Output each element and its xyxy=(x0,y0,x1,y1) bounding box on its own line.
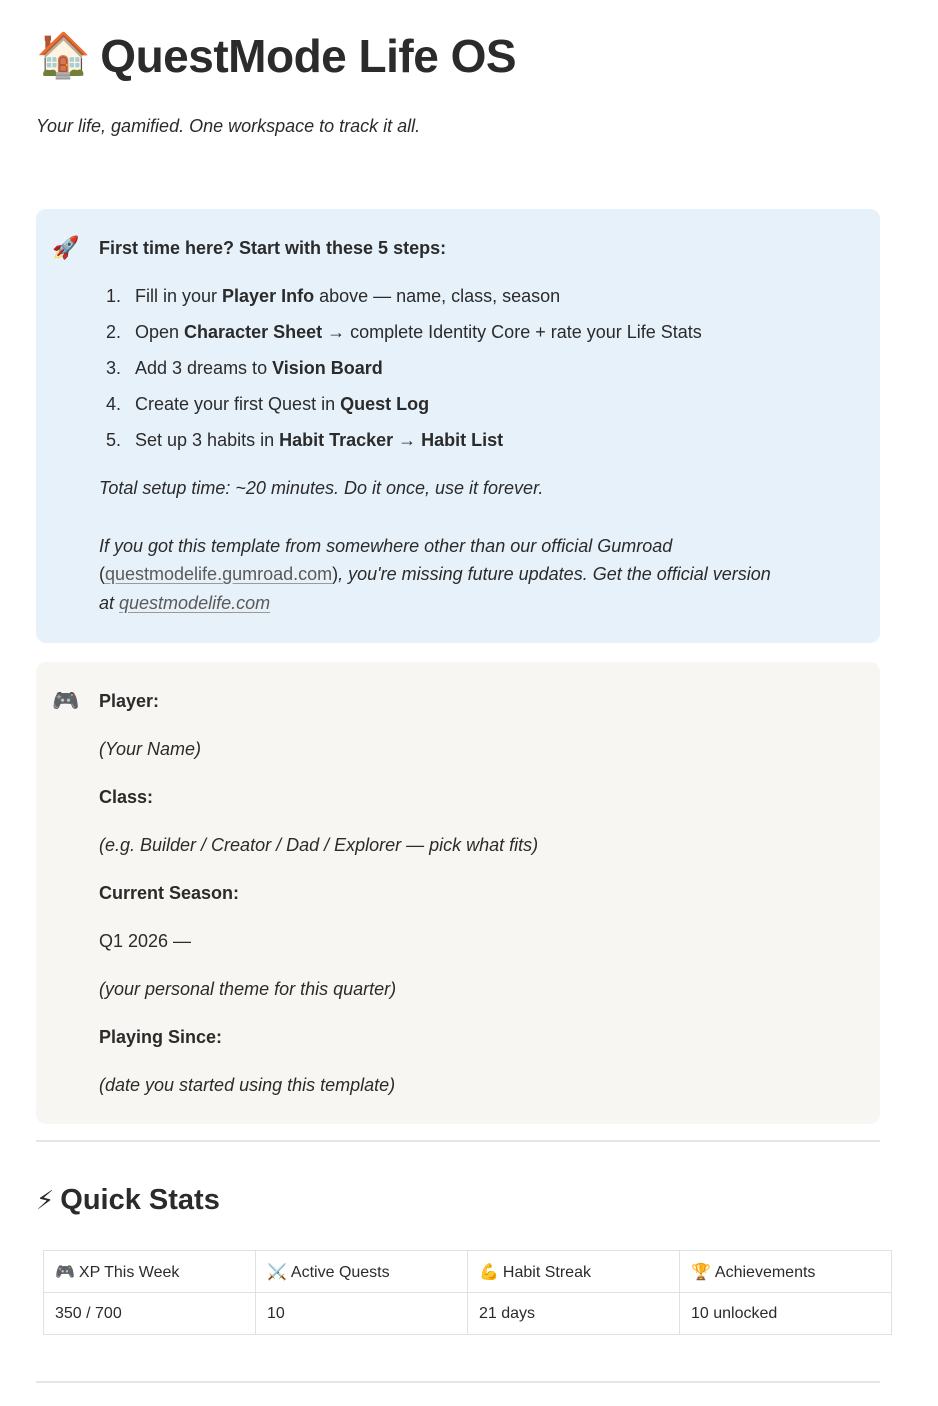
quick-stats-heading xyxy=(36,1184,220,1217)
onboarding-heading: First time here? Start with these 5 steps: xyxy=(99,238,447,258)
rocket-icon[interactable]: 🚀 xyxy=(52,235,80,260)
step-number: 2. xyxy=(106,322,122,342)
step-text: Open xyxy=(135,322,185,342)
step-link-quest-log: Quest Log xyxy=(340,394,430,414)
player-label: Player: xyxy=(99,691,160,711)
house-icon[interactable]: 🏠 xyxy=(36,31,91,80)
step-text: Create your first Quest in xyxy=(135,394,341,414)
player-info-callout xyxy=(36,662,880,1124)
step-number: 4. xyxy=(106,394,122,414)
notice-text: , you're missing future updates. Get the official version xyxy=(338,564,771,584)
header-label: XP This Week xyxy=(78,1263,180,1281)
trophy-icon: 🏆 xyxy=(691,1263,711,1281)
step-number: 5. xyxy=(106,430,122,450)
quick-stats-table xyxy=(43,1250,892,1335)
lightning-icon: ⚡ xyxy=(36,1185,55,1215)
notice-text: at xyxy=(99,593,120,613)
onboarding-callout xyxy=(36,209,880,643)
onboarding-step xyxy=(99,428,503,452)
habit-streak-value-cell[interactable]: 21 days xyxy=(468,1293,680,1335)
game-controller-icon[interactable]: 🎮 xyxy=(52,688,80,713)
game-controller-icon: 🎮 xyxy=(55,1263,75,1281)
page-subtitle: Your life, gamified. One workspace to track it all. xyxy=(36,116,421,136)
step-link-character-sheet: Character Sheet xyxy=(184,322,323,342)
table-row xyxy=(44,1293,892,1335)
onboarding-step xyxy=(99,356,383,380)
official-notice-line2 xyxy=(99,562,771,586)
quick-stats-heading-text: Quick Stats xyxy=(60,1184,220,1216)
page-title xyxy=(36,26,516,86)
class-label: Class: xyxy=(99,787,154,807)
step-link-vision-board: Vision Board xyxy=(272,358,383,378)
step-number: 1. xyxy=(106,286,122,306)
header-label: Habit Streak xyxy=(502,1263,591,1281)
step-link-habit-list: Habit Tracker → Habit List xyxy=(279,430,504,450)
setup-time-note: Total setup time: ~20 minutes. Do it once, use it forever. xyxy=(99,478,544,498)
divider xyxy=(36,1381,880,1383)
header-label: Achievements xyxy=(714,1263,816,1281)
table-header-habit-streak[interactable] xyxy=(468,1251,680,1293)
divider xyxy=(36,1140,880,1142)
paren: ( xyxy=(99,564,105,584)
header-label: Active Quests xyxy=(290,1263,390,1281)
official-site-link[interactable]: questmodelife.com xyxy=(119,593,271,613)
step-text: above — name, class, season xyxy=(314,286,561,306)
table-header-row xyxy=(44,1251,892,1293)
onboarding-step xyxy=(99,320,702,344)
player-value[interactable]: (Your Name) xyxy=(99,739,202,759)
table-header-active-quests[interactable] xyxy=(256,1251,468,1293)
season-theme-value[interactable]: (your personal theme for this quarter) xyxy=(99,979,397,999)
step-text: → complete Identity Core + rate your Life Stats xyxy=(322,322,702,342)
playing-since-label: Playing Since: xyxy=(99,1027,223,1047)
flexed-biceps-icon: 💪 xyxy=(479,1263,499,1281)
step-text: Set up 3 habits in xyxy=(135,430,280,450)
step-number: 3. xyxy=(106,358,122,378)
paren: ) xyxy=(332,564,339,584)
onboarding-step xyxy=(99,284,560,308)
xp-value-cell[interactable]: 350 / 700 xyxy=(44,1293,256,1335)
page-title-text: QuestMode Life OS xyxy=(100,30,517,82)
gumroad-link[interactable]: questmodelife.gumroad.com xyxy=(105,564,333,584)
onboarding-step xyxy=(99,392,429,416)
class-value[interactable]: (e.g. Builder / Creator / Dad / Explorer — pick what fits) xyxy=(99,835,539,855)
official-notice-line3 xyxy=(99,591,270,615)
achievements-value-cell[interactable]: 10 unlocked xyxy=(680,1293,892,1335)
step-text: Fill in your xyxy=(135,286,223,306)
step-text: Add 3 dreams to xyxy=(135,358,273,378)
table-header-achievements[interactable] xyxy=(680,1251,892,1293)
step-link-player-info: Player Info xyxy=(222,286,315,306)
table-header-xp[interactable] xyxy=(44,1251,256,1293)
season-label: Current Season: xyxy=(99,883,240,903)
playing-since-value[interactable]: (date you started using this template) xyxy=(99,1075,396,1095)
crossed-swords-icon: ⚔️ xyxy=(267,1263,287,1281)
season-value[interactable]: Q1 2026 — xyxy=(99,931,192,951)
active-quests-value-cell[interactable]: 10 xyxy=(256,1293,468,1335)
official-notice-line1: If you got this template from somewhere other than our official Gumroad xyxy=(99,536,673,556)
